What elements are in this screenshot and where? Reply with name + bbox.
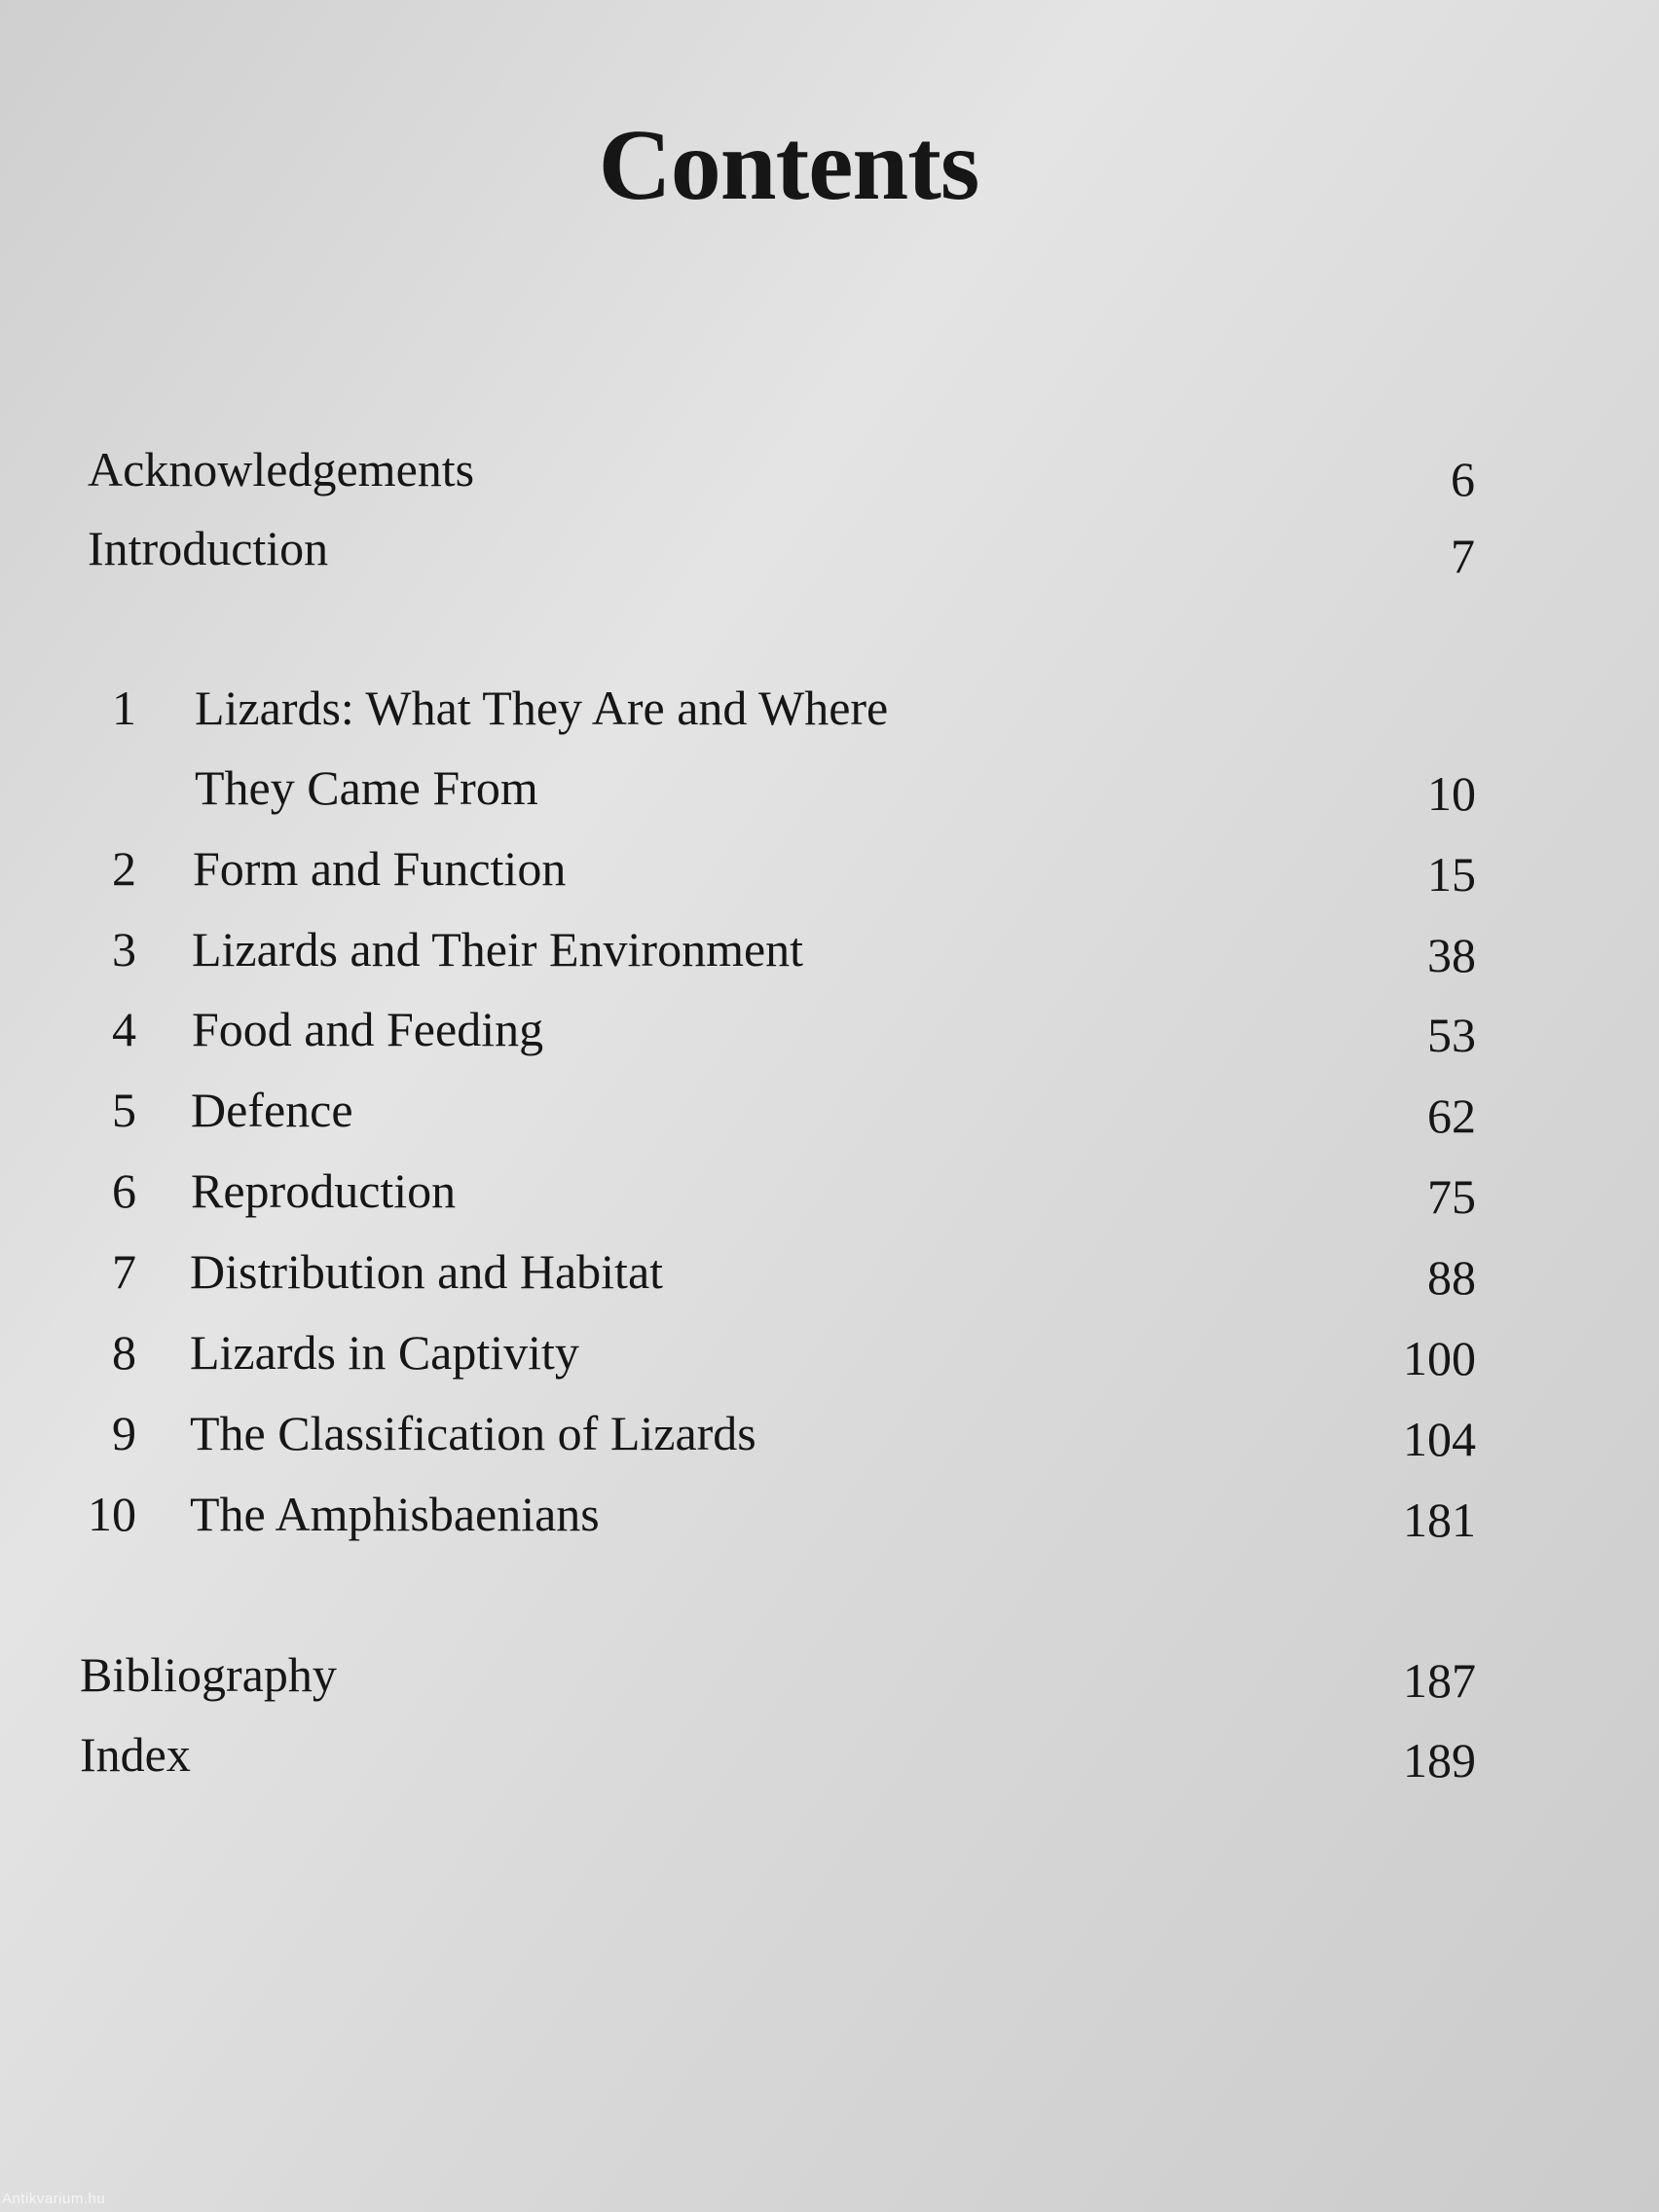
toc-entry-index[interactable]	[80, 1725, 1492, 1788]
chapter-title-line2: They Came From	[195, 760, 538, 815]
chapter-number: 1	[112, 681, 136, 735]
toc-entry-page: 62	[1427, 1088, 1476, 1143]
toc-chapter-1[interactable]	[78, 679, 1490, 737]
toc-entry-page: 7	[1451, 529, 1475, 583]
chapter-number: 5	[112, 1083, 136, 1137]
chapter-title-line1: Lizards: What They Are and Where	[195, 681, 889, 735]
chapter-title: Lizards and Their Environment	[192, 922, 804, 977]
toc-entry-page: 88	[1427, 1250, 1476, 1305]
toc-entry-acknowledgements[interactable]	[88, 440, 1499, 506]
chapter-title: Lizards in Captivity	[190, 1325, 579, 1380]
chapter-title: Form and Function	[193, 841, 567, 896]
chapter-number: 2	[112, 841, 136, 896]
toc-chapter-1-continued[interactable]	[78, 758, 1490, 821]
chapter-number: 6	[112, 1163, 136, 1218]
toc-entry-label: Acknowledgements	[88, 442, 475, 497]
chapter-title: Defence	[191, 1083, 353, 1137]
toc-entry-page: 189	[1403, 1733, 1476, 1788]
chapter-number: 8	[112, 1325, 136, 1380]
toc-chapter-4[interactable]	[78, 1000, 1490, 1062]
toc-entry-bibliography[interactable]	[80, 1645, 1492, 1708]
page-title: Contents	[598, 109, 979, 221]
chapter-number: 10	[88, 1487, 136, 1541]
toc-entry-label: Bibliography	[80, 1647, 337, 1702]
toc-entry-page: 187	[1403, 1653, 1476, 1708]
toc-entry-page: 10	[1427, 766, 1476, 821]
chapter-title: Reproduction	[191, 1163, 457, 1218]
toc-chapter-6[interactable]	[78, 1161, 1490, 1224]
toc-entry-page: 15	[1427, 847, 1476, 902]
chapter-title: The Amphisbaenians	[190, 1487, 600, 1541]
chapter-title: The Classification of Lizards	[190, 1406, 756, 1460]
toc-entry-page: 181	[1403, 1493, 1476, 1547]
toc-chapter-8[interactable]	[78, 1323, 1490, 1385]
chapter-number: 7	[112, 1244, 136, 1299]
toc-chapter-10[interactable]	[78, 1485, 1490, 1547]
watermark: Antikvarium.hu	[2, 2191, 106, 2207]
chapter-number: 3	[112, 922, 136, 977]
toc-chapter-9[interactable]	[78, 1404, 1490, 1466]
toc-chapter-3[interactable]	[78, 920, 1490, 982]
toc-chapter-2[interactable]	[78, 839, 1490, 902]
toc-entry-label: Index	[80, 1727, 191, 1782]
toc-entry-page: 53	[1427, 1008, 1476, 1062]
toc-entry-label: Introduction	[88, 521, 329, 575]
chapter-number: 9	[112, 1406, 136, 1460]
chapter-number: 4	[112, 1002, 136, 1056]
toc-entry-page: 104	[1403, 1412, 1476, 1466]
toc-entry-page: 75	[1427, 1169, 1476, 1224]
chapter-title: Distribution and Habitat	[190, 1244, 664, 1299]
toc-entry-page: 38	[1427, 928, 1476, 982]
toc-entry-page: 6	[1451, 452, 1475, 506]
toc-entry-page: 100	[1403, 1331, 1476, 1385]
toc-chapter-7[interactable]	[78, 1242, 1490, 1305]
toc-entry-introduction[interactable]	[88, 519, 1499, 583]
chapter-title: Food and Feeding	[192, 1002, 544, 1056]
toc-chapter-5[interactable]	[78, 1081, 1490, 1143]
